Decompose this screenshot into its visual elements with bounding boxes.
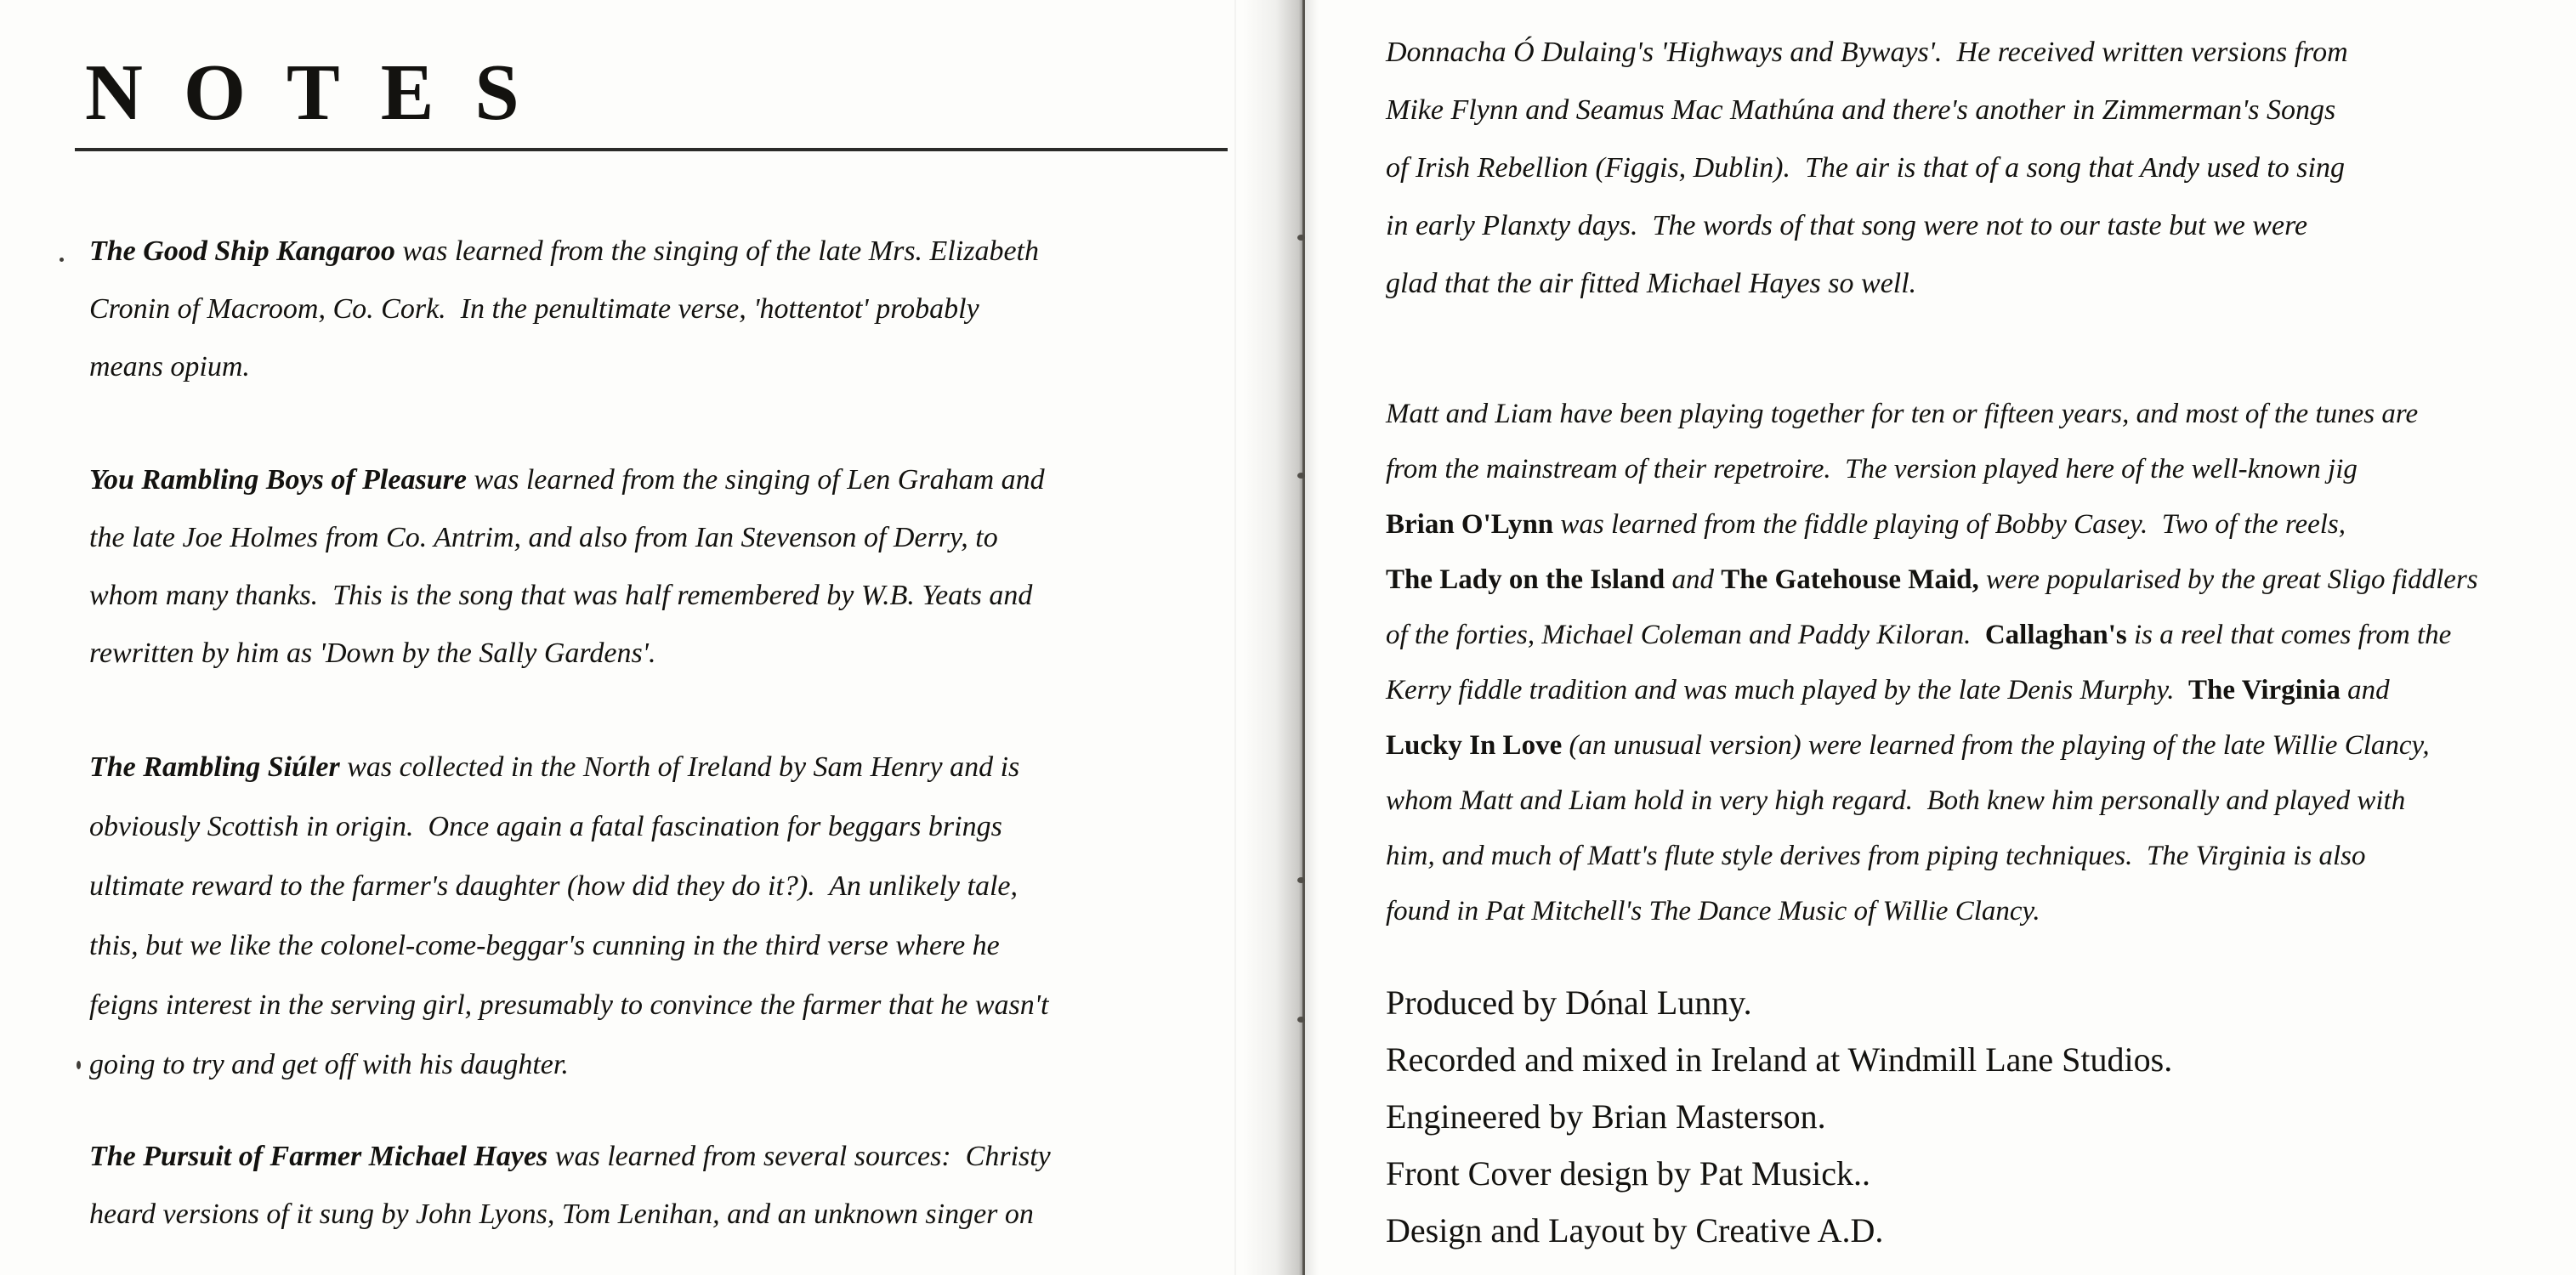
text-run: of Irish Rebellion (Figgis, Dublin). The air is that of a song that Andy used to sing xyxy=(1386,152,2345,184)
text-run: of the forties, Michael Coleman and Paddy Kiloran. xyxy=(1386,620,1985,650)
title-rule xyxy=(75,148,1228,151)
text-run: You Rambling Boys of Pleasure xyxy=(89,464,474,496)
text-run: from the mainstream of their repetroire. The version played here of the well-known jig xyxy=(1386,454,2358,484)
text-run: Lucky In Love xyxy=(1386,730,1569,761)
crease-speck xyxy=(1297,1017,1305,1023)
text-line xyxy=(1386,774,2478,829)
text-run: The Rambling Siúler xyxy=(89,751,348,783)
text-run: were popularised by the great Sligo fiddlers xyxy=(1985,564,2478,595)
text-run: was learned from the fiddle playing of Bobby Casey. Two of the reels, xyxy=(1560,509,2346,540)
text-line xyxy=(1386,197,2348,255)
text-line xyxy=(89,1186,1051,1244)
text-line xyxy=(89,451,1045,509)
text-run: rewritten by him as 'Down by the Sally Gardens'. xyxy=(89,638,656,669)
text-run: whom many thanks. This is the song that was half remembered by W.B. Yeats and xyxy=(89,580,1033,611)
text-run: is a reel that comes from the xyxy=(2133,620,2452,650)
text-line xyxy=(89,1035,1048,1095)
crease-speck xyxy=(1297,473,1305,479)
text-line xyxy=(89,738,1048,797)
text-line xyxy=(1386,139,2348,197)
text-run: was learned from several sources: Christy xyxy=(554,1141,1051,1172)
page-edge-line xyxy=(1234,0,1236,1275)
gutter-right-fade xyxy=(1305,0,1319,1275)
text-line xyxy=(1386,552,2478,608)
credit-produced-by: Produced by Dónal Lunny. xyxy=(1386,983,1752,1022)
credit-recorded-at: Recorded and mixed in Ireland at Windmill Lane Studios. xyxy=(1386,1040,2173,1079)
text-run: Brian O'Lynn xyxy=(1386,509,1561,540)
text-run: and xyxy=(1671,564,1722,595)
text-run: Matt and Liam have been playing together for ten or fifteen years, and most of the tunes are xyxy=(1386,399,2419,429)
text-line xyxy=(89,857,1048,916)
credit-front-cover-design: Front Cover design by Pat Musick.. xyxy=(1386,1154,1870,1193)
text-run: The Gatehouse Maid, xyxy=(1721,564,1986,595)
text-run: was learned from the singing of the late Mrs. Elizabeth xyxy=(402,235,1039,267)
text-run: Mike Flynn and Seamus Mac Mathúna and there's another in Zimmerman's Songs xyxy=(1386,94,2336,126)
text-line xyxy=(1386,884,2478,939)
paragraph-rambling-siuler xyxy=(89,738,1048,1095)
text-run: The Pursuit of Farmer Michael Hayes xyxy=(89,1141,555,1172)
credit-engineered-by: Engineered by Brian Masterson. xyxy=(1386,1097,1826,1136)
text-run: feigns interest in the serving girl, presumably to convince the farmer that he wasn't xyxy=(89,989,1049,1021)
text-run: obviously Scottish in origin. Once again a fatal fascination for beggars brings xyxy=(89,811,1002,842)
text-run: was collected in the North of Ireland by Sam Henry and is xyxy=(347,751,1020,783)
scan-speck xyxy=(60,258,64,262)
text-line xyxy=(1386,718,2478,774)
text-line xyxy=(89,338,1039,396)
credit-design-layout: Design and Layout by Creative A.D. xyxy=(1386,1211,1884,1250)
text-run: him, and much of Matt's flute style derives from piping techniques. The Virginia is also xyxy=(1386,841,2366,871)
text-run: (an unusual version) were learned from the playing of the late Willie Clancy, xyxy=(1569,730,2430,761)
crease-speck xyxy=(1297,877,1305,883)
text-run: ultimate reward to the farmer's daughter (how did they do it?). An unlikely tale, xyxy=(89,870,1018,902)
text-run: in early Planxty days. The words of that song were not to our taste but we were xyxy=(1386,210,2308,241)
text-run: The Lady on the Island xyxy=(1386,564,1672,595)
text-line xyxy=(89,223,1039,280)
text-line xyxy=(89,976,1048,1035)
text-line xyxy=(1386,255,2348,313)
paragraph-good-ship-kangaroo xyxy=(89,223,1039,396)
paragraph-farmer-michael-hayes xyxy=(89,1128,1051,1244)
text-line xyxy=(1386,608,2478,663)
text-run: Donnacha Ó Dulaing's 'Highways and Byways'. He received written versions from xyxy=(1386,37,2348,68)
left-page xyxy=(0,0,1267,1275)
text-line xyxy=(1386,442,2478,497)
text-run: found in Pat Mitchell's The Dance Music of Willie Clancy. xyxy=(1386,896,2040,926)
text-line xyxy=(1386,663,2478,718)
gutter-shadow xyxy=(1243,0,1302,1275)
text-run: was learned from the singing of Len Graham and xyxy=(474,464,1045,496)
text-line xyxy=(89,916,1048,976)
paragraph-matt-and-liam-tunes xyxy=(1386,387,2478,939)
text-run: The Good Ship Kangaroo xyxy=(89,235,403,267)
text-line xyxy=(1386,497,2478,552)
text-line xyxy=(89,1128,1051,1186)
text-line xyxy=(89,280,1039,338)
paragraph-rambling-boys xyxy=(89,451,1045,683)
text-run: glad that the air fitted Michael Hayes so well. xyxy=(1386,268,1917,299)
text-line xyxy=(89,797,1048,857)
scan-speck xyxy=(77,1061,81,1069)
text-run: and xyxy=(2347,675,2390,706)
text-line xyxy=(1386,24,2348,82)
text-line xyxy=(89,567,1045,625)
text-run: Kerry fiddle tradition and was much played by the late Denis Murphy. xyxy=(1386,675,2189,706)
text-line xyxy=(89,625,1045,683)
text-line xyxy=(1386,387,2478,442)
credits-block xyxy=(1386,974,2172,1259)
page-title: NOTES xyxy=(85,48,560,137)
text-run: means opium. xyxy=(89,351,250,382)
right-page xyxy=(1326,0,2576,1275)
text-line xyxy=(1386,82,2348,139)
text-line xyxy=(1386,829,2478,884)
text-line xyxy=(89,509,1045,567)
text-run: heard versions of it sung by John Lyons, Tom Lenihan, and an unknown singer on xyxy=(89,1198,1034,1230)
text-run: this, but we like the colonel-come-beggar's cunning in the third verse where he xyxy=(89,930,1000,961)
crease-speck xyxy=(1297,235,1305,241)
text-run: going to try and get off with his daughter. xyxy=(89,1049,569,1080)
text-run: Callaghan's xyxy=(1984,620,2134,650)
text-run: The Virginia xyxy=(2188,675,2348,706)
text-run: whom Matt and Liam hold in very high regard. Both knew him personally and played with xyxy=(1386,785,2406,816)
text-run: the late Joe Holmes from Co. Antrim, and also from Ian Stevenson of Derry, to xyxy=(89,522,998,553)
paragraph-michael-hayes-continued xyxy=(1386,24,2348,313)
text-run: Cronin of Macroom, Co. Cork. In the penultimate verse, 'hottentot' probably xyxy=(89,293,979,325)
